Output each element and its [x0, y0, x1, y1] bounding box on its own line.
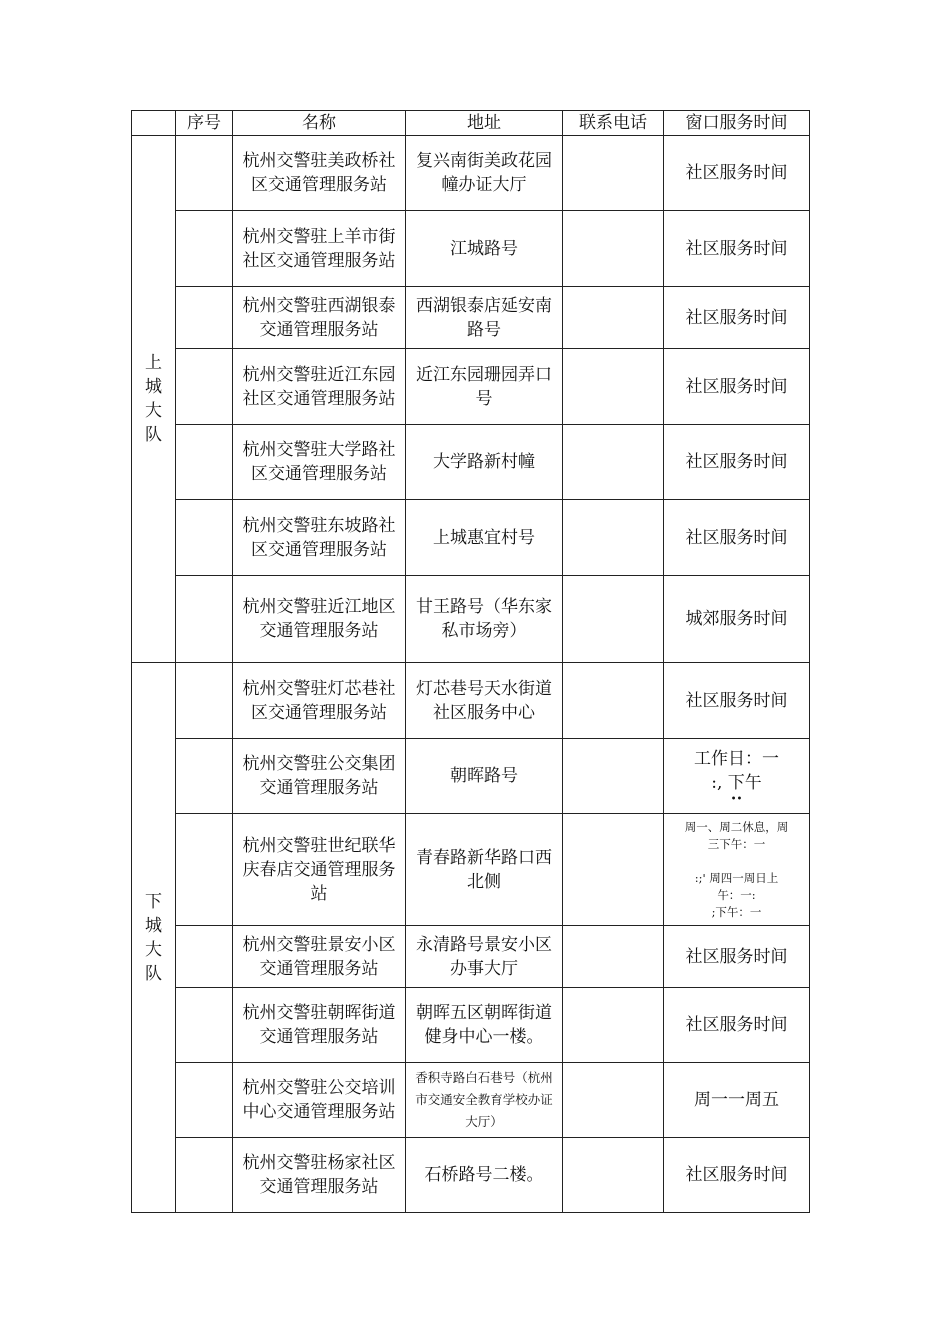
name-cell: 杭州交警驻近江地区交通管理服务站	[233, 576, 406, 663]
phone-cell	[563, 926, 664, 988]
header-address: 地址	[406, 111, 563, 136]
address-cell: 香积寺路白石巷号（杭州市交通安全教育学校办证大厅）	[406, 1063, 563, 1138]
table-row	[132, 814, 810, 926]
phone-cell	[563, 576, 664, 663]
table-row	[132, 136, 810, 211]
address-cell: 近江东园珊园弄口 号	[406, 349, 563, 425]
name-cell: 杭州交警驻公交集团交通管理服务站	[233, 739, 406, 814]
team-char: 队	[145, 963, 162, 984]
address-cell: 永清路号景安小区办事大厅	[406, 926, 563, 988]
seq-cell	[176, 349, 233, 425]
hours-mark: ••	[730, 794, 743, 805]
seq-cell	[176, 663, 233, 739]
address-cell: 朝晖路号	[406, 739, 563, 814]
hours-cell: 社区服务时间	[664, 349, 810, 425]
header-phone: 联系电话	[563, 111, 664, 136]
table-row	[132, 349, 810, 425]
address-cell: 大学路新村幢	[406, 425, 563, 500]
name-cell: 杭州交警驻杨家社区交通管理服务站	[233, 1138, 406, 1213]
seq-cell	[176, 926, 233, 988]
phone-cell	[563, 349, 664, 425]
seq-cell	[176, 425, 233, 500]
phone-cell	[563, 739, 664, 814]
team-char: 上	[145, 353, 162, 373]
phone-cell	[563, 211, 664, 287]
team-char: 大	[145, 401, 162, 421]
phone-cell	[563, 1063, 664, 1138]
hours-cell: 社区服务时间	[664, 287, 810, 349]
team-char: 大	[145, 939, 162, 960]
hours-cell: 社区服务时间	[664, 1138, 810, 1213]
address-cell: 上城惠宜村号	[406, 500, 563, 576]
name-cell: 杭州交警驻世纪联华庆春店交通管理服务站	[233, 814, 406, 926]
table-row	[132, 1063, 810, 1138]
phone-cell	[563, 1138, 664, 1213]
hours-cell: 社区服务时间	[664, 500, 810, 576]
header-row	[132, 111, 810, 136]
hours-cell: 社区服务时间	[664, 211, 810, 287]
seq-cell	[176, 500, 233, 576]
address-cell: 灯芯巷号天水街道社区服务中心	[406, 663, 563, 739]
seq-cell	[176, 211, 233, 287]
hours-cell	[664, 739, 810, 814]
phone-cell	[563, 988, 664, 1063]
table-row	[132, 663, 810, 739]
address-cell: 江城路号	[406, 211, 563, 287]
address-cell: 青春路新华路口西北侧	[406, 814, 563, 926]
name-cell: 杭州交警驻近江东园社区交通管理服务站	[233, 349, 406, 425]
seq-cell	[176, 988, 233, 1063]
hours-cell: 城郊服务时间	[664, 576, 810, 663]
seq-cell	[176, 739, 233, 814]
address-cell: 朝晖五区朝晖街道健身中心一楼。	[406, 988, 563, 1063]
name-cell: 杭州交警驻大学路社区交通管理服务站	[233, 425, 406, 500]
service-station-table	[131, 110, 810, 1213]
name-cell: 杭州交警驻西湖银泰交通管理服务站	[233, 287, 406, 349]
hours-cell: 社区服务时间	[664, 988, 810, 1063]
phone-cell	[563, 814, 664, 926]
table-row	[132, 988, 810, 1063]
address-cell: 石桥路号二楼。	[406, 1138, 563, 1213]
hours-text: 工作日：一 :, 下午	[694, 749, 779, 793]
table-row	[132, 926, 810, 988]
seq-cell	[176, 1138, 233, 1213]
phone-cell	[563, 500, 664, 576]
team-cell-shangcheng	[132, 136, 176, 663]
table-row	[132, 1138, 810, 1213]
table-row	[132, 425, 810, 500]
address-cell: 复兴南街美政花园幢办证大厅	[406, 136, 563, 211]
name-cell: 杭州交警驻公交培训中心交通管理服务站	[233, 1063, 406, 1138]
seq-cell	[176, 1063, 233, 1138]
name-cell: 杭州交警驻东坡路社区交通管理服务站	[233, 500, 406, 576]
team-char: 下	[145, 891, 162, 912]
address-cell: 甘王路号（华东家私市场旁）	[406, 576, 563, 663]
name-cell: 杭州交警驻美政桥社区交通管理服务站	[233, 136, 406, 211]
header-name: 名称	[233, 111, 406, 136]
hours-cell: 周一一周五	[664, 1063, 810, 1138]
name-cell: 杭州交警驻景安小区交通管理服务站	[233, 926, 406, 988]
phone-cell	[563, 663, 664, 739]
hours-cell: 社区服务时间	[664, 663, 810, 739]
team-cell-xiacheng	[132, 663, 176, 1213]
table-row	[132, 739, 810, 814]
name-cell: 杭州交警驻灯芯巷社区交通管理服务站	[233, 663, 406, 739]
seq-cell	[176, 576, 233, 663]
header-hours: 窗口服务时间	[664, 111, 810, 136]
team-char: 城	[145, 915, 162, 936]
team-char: 队	[145, 425, 162, 445]
team-char: 城	[145, 377, 162, 397]
name-cell: 杭州交警驻朝晖街道交通管理服务站	[233, 988, 406, 1063]
phone-cell	[563, 287, 664, 349]
hours-cell: 社区服务时间	[664, 926, 810, 988]
hours-cell: 社区服务时间	[664, 425, 810, 500]
phone-cell	[563, 425, 664, 500]
seq-cell	[176, 287, 233, 349]
address-cell: 西湖银泰店延安南路号	[406, 287, 563, 349]
hours-cell: 周一、周二休息，周 三下午：一 :;' 周四一周日上 午：一: ;下午：一	[664, 814, 810, 926]
name-cell: 杭州交警驻上羊市街社区交通管理服务站	[233, 211, 406, 287]
table-row	[132, 287, 810, 349]
table-row	[132, 576, 810, 663]
hours-cell: 社区服务时间	[664, 136, 810, 211]
seq-cell	[176, 814, 233, 926]
header-seq: 序号	[176, 111, 233, 136]
header-blank	[132, 111, 176, 136]
table-row	[132, 211, 810, 287]
table-row	[132, 500, 810, 576]
seq-cell	[176, 136, 233, 211]
phone-cell	[563, 136, 664, 211]
